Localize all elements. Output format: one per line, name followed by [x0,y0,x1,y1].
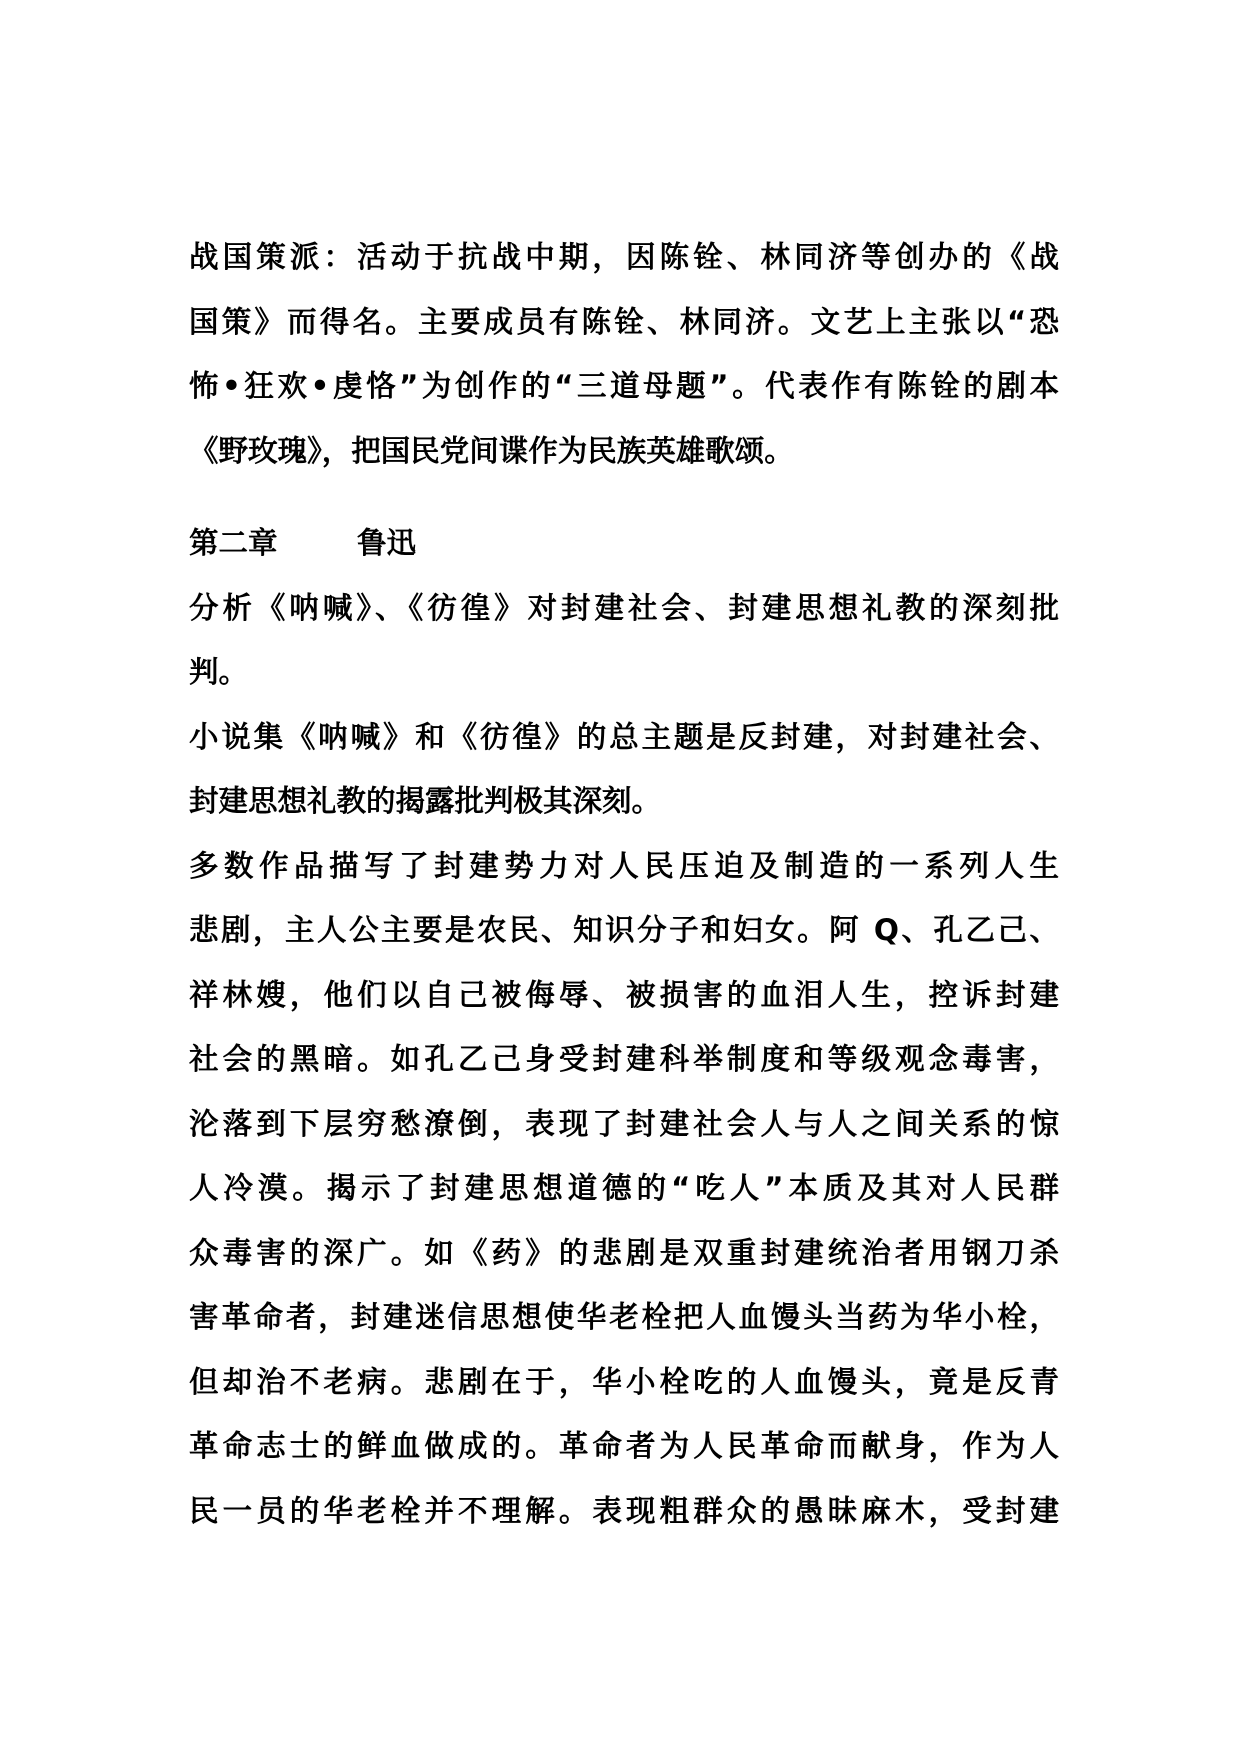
text-line: 沦落到下层穷愁潦倒，表现了封建社会人与人之间关系的惊 [189,1106,1059,1141]
chapter-heading [189,511,1059,576]
text-line: 害革命者，封建迷信思想使华老栓把人血馒头当药为华小栓， [189,1300,1059,1334]
text-line: 分析《呐喊》、《彷徨》对封建社会、封建思想礼教的深刻批 [189,590,1059,625]
text-line: 悲剧，主人公主要是农民、知识分子和妇女。阿 Q、孔乙己、 [189,913,1059,947]
text-line: 多数作品描写了封建势力对人民压迫及制造的一系列人生 [189,848,1059,883]
paragraph-zhanguoce [189,225,1059,483]
document-body [189,225,1059,1543]
text-line: 但却治不老病。悲剧在于，华小栓吃的人血馒头，竟是反青 [189,1364,1059,1399]
chapter-title: 鲁迅 [357,526,417,560]
paragraph-spacer [189,483,1059,511]
text-line: 社会的黑暗。如孔乙己身受封建科举制度和等级观念毒害， [189,1042,1059,1076]
text-line: 民一员的华老栓并不理解。表现粗群众的愚昧麻木，受封建 [189,1493,1059,1528]
text-line: 判。 [189,655,249,689]
text-line: 小说集《呐喊》和《彷徨》的总主题是反封建，对封建社会、 [189,719,1059,754]
text-line: 国策》而得名。主要成员有陈铨、林同济。文艺上主张以“恐 [189,304,1059,339]
text-line: 革命志士的鲜血做成的。革命者为人民革命而献身，作为人 [189,1429,1059,1463]
text-line: 祥林嫂，他们以自己被侮辱、被损害的血泪人生，控诉封建 [189,977,1059,1012]
text-line: 战国策派：活动于抗战中期，因陈铨、林同济等创办的《战 [189,240,1059,274]
text-line: 《野玫瑰》，把国民党间谍作为民族英雄歌颂。 [189,433,794,468]
chapter-number: 第二章 [189,526,278,560]
answer-intro-paragraph [189,705,1059,834]
text-line: 众毒害的深广。如《药》的悲剧是双重封建统治者用钢刀杀 [189,1235,1059,1270]
text-line: 封建思想礼教的揭露批判极其深刻。 [189,784,662,818]
text-line: 人冷漠。揭示了封建思想道德的“吃人”本质及其对人民群 [189,1171,1059,1205]
answer-body-paragraph [189,834,1059,1544]
question-paragraph [189,576,1059,705]
text-line: 怖•狂欢•虔恪”为创作的“三道母题”。代表作有陈铨的剧本 [189,369,1059,403]
